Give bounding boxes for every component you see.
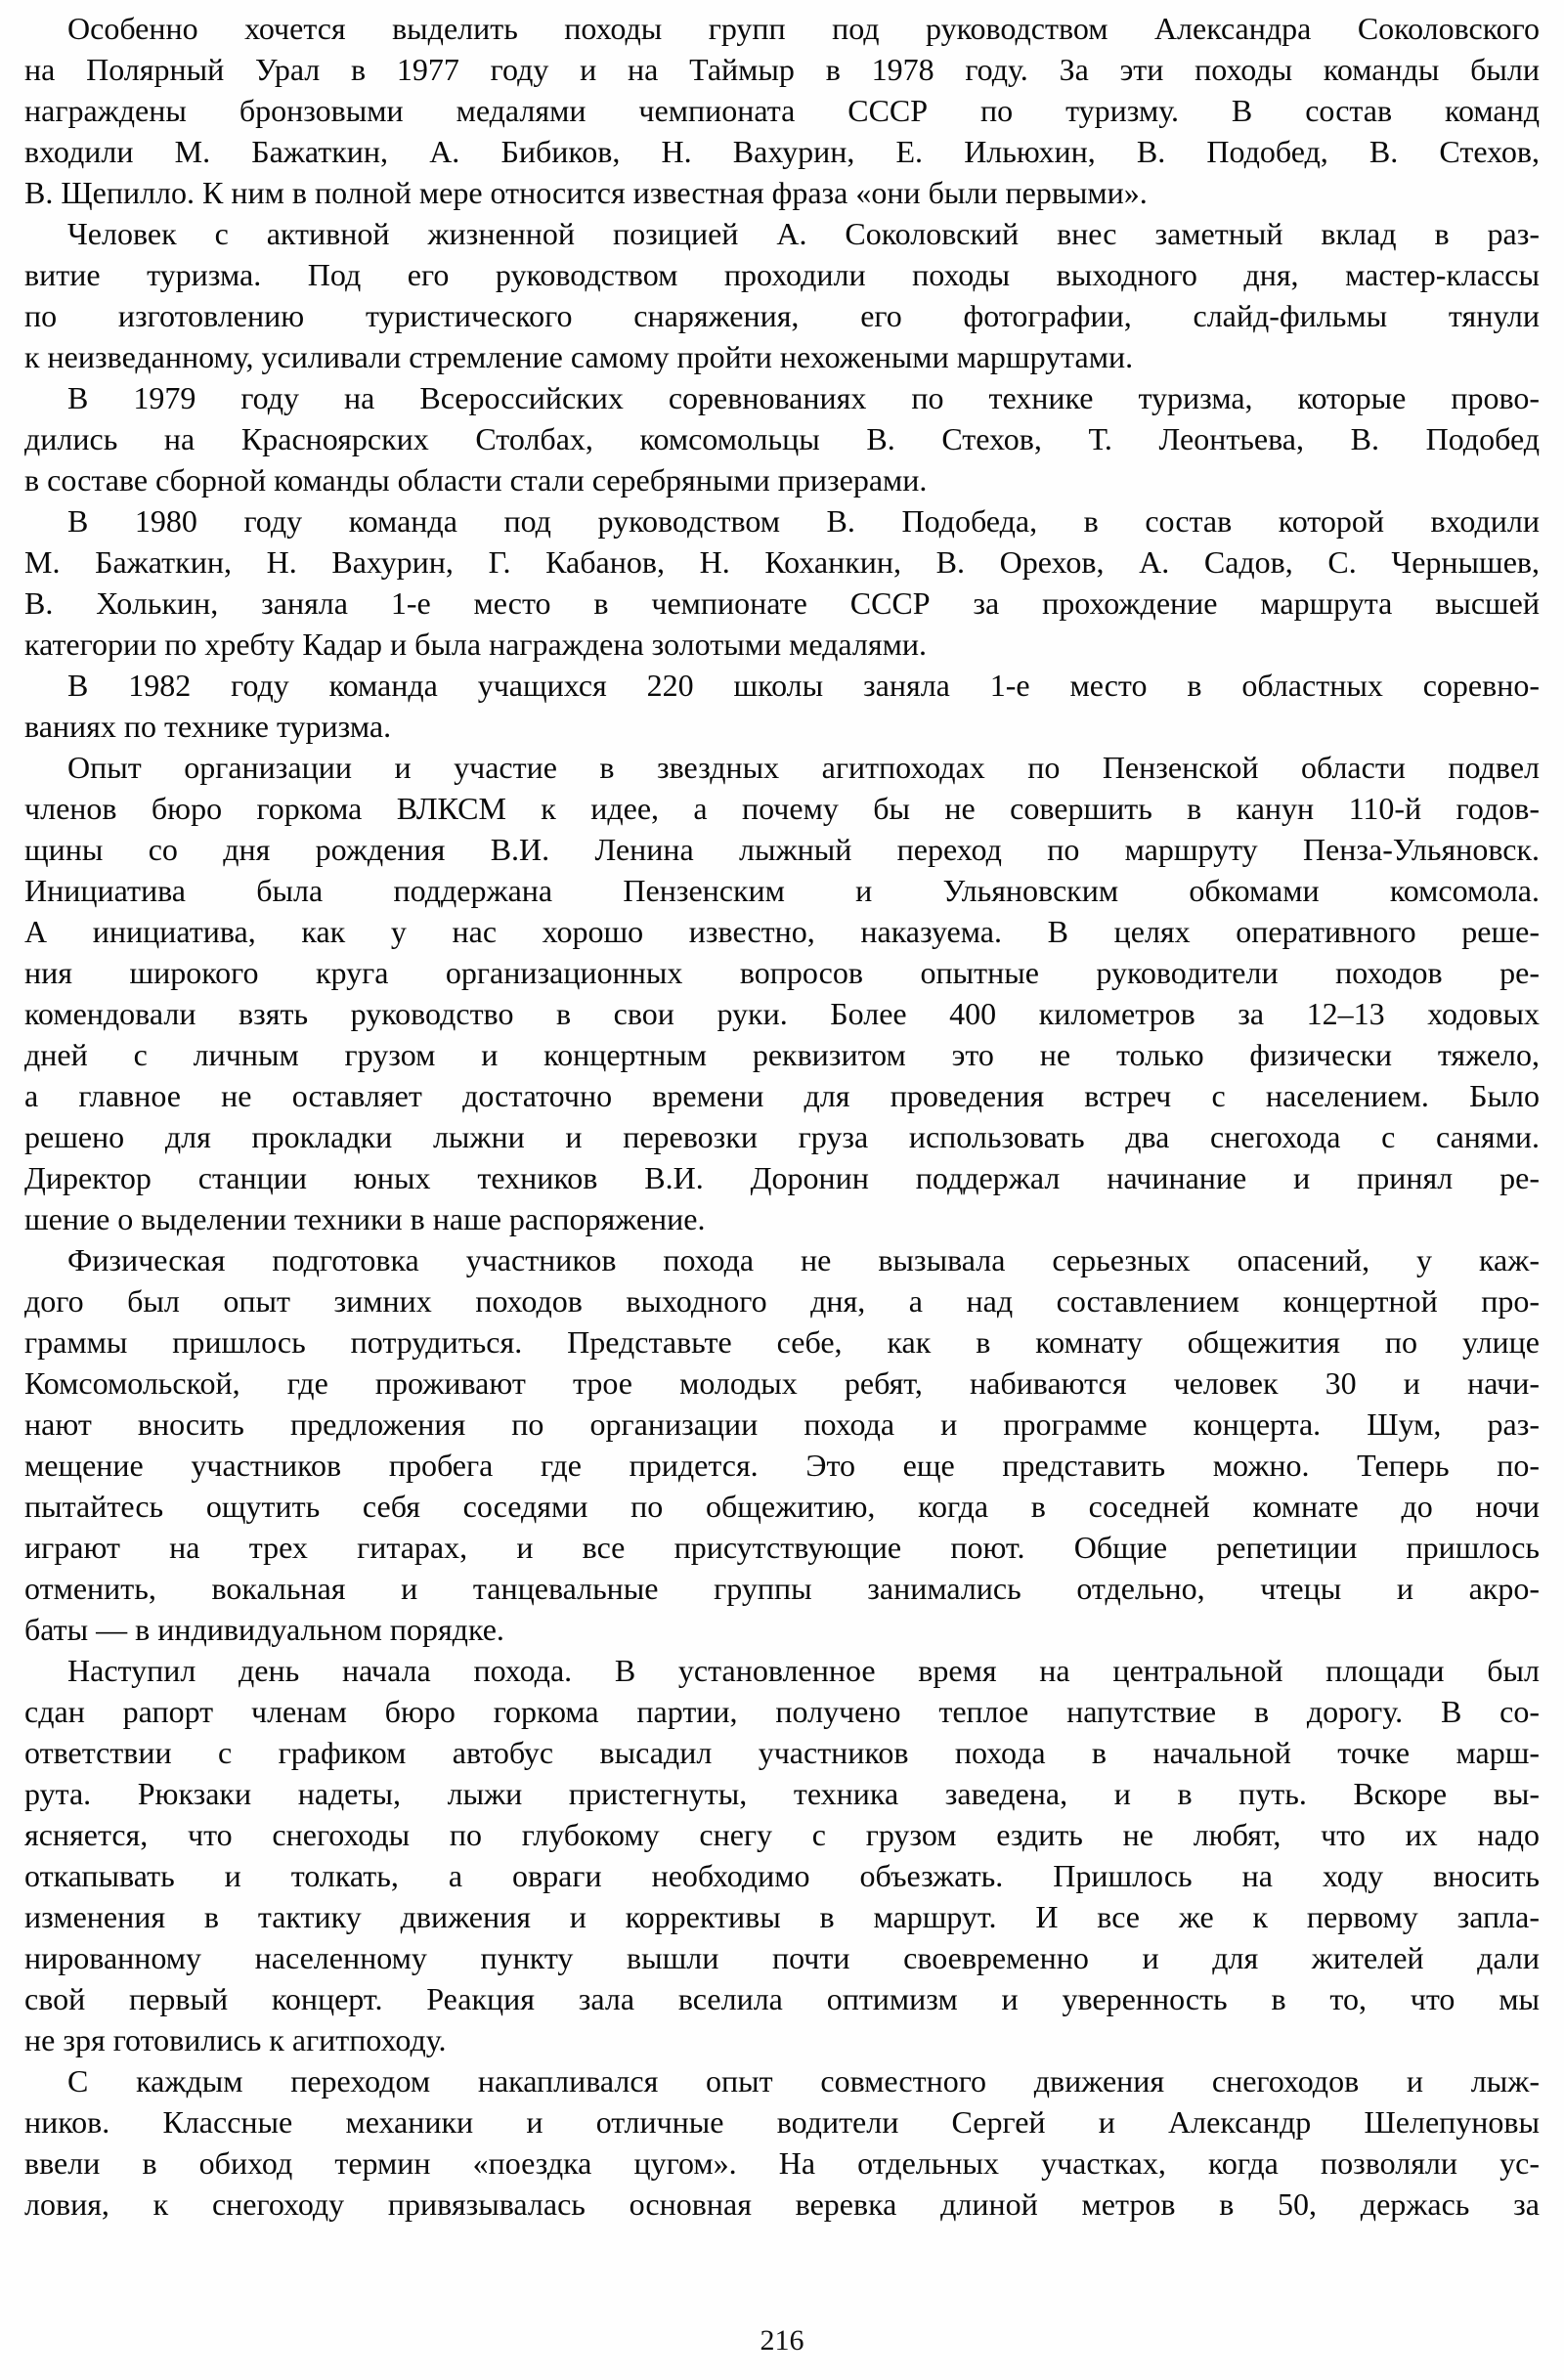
text-line: ответствии с графиком автобус высадил участников похода в начальной точке марш- bbox=[24, 1735, 1540, 1770]
text-line: награждены бронзовыми медалями чемпионата СССР по туризму. В состав команд bbox=[24, 93, 1540, 128]
text-line: изменения в тактику движения и коррективы в маршрут. И все же к первому запла- bbox=[24, 1899, 1540, 1934]
text-line: граммы пришлось потрудиться. Представьте себе, как в комнату общежития по улице bbox=[24, 1324, 1540, 1360]
text-line: В. Щепилло. К ним в полной мере относится известная фраза «они были первыми». bbox=[24, 175, 1148, 210]
text-line: баты — в индивидуальном порядке. bbox=[24, 1612, 504, 1647]
text-line: А инициатива, как у нас хорошо известно, наказуема. В целях оперативного реше- bbox=[24, 914, 1540, 949]
text-line: на Полярный Урал в 1977 году и на Таймыр в 1978 году. За эти походы команды были bbox=[24, 52, 1540, 87]
text-line: дого был опыт зимних походов выходного дня, а над составлением концертной про- bbox=[24, 1283, 1540, 1319]
text-line: сдан рапорт членам бюро горкома партии, получено теплое напутствие в дорогу. В со- bbox=[24, 1694, 1540, 1729]
text-line: комендовали взять руководство в свои руки. Более 400 километров за 12–13 ходовых bbox=[24, 996, 1540, 1031]
text-line: ввели в обиход термин «поездка цугом». На отдельных участках, когда позволяли ус- bbox=[24, 2145, 1540, 2181]
text-line: Опыт организации и участие в звездных агитпоходах по Пензенской области подвел bbox=[67, 750, 1540, 785]
page-number: 216 bbox=[760, 2324, 804, 2357]
paragraph bbox=[24, 8, 1540, 213]
text-line: к неизведанному, усиливали стремление самому пройти нехожеными маршрутами. bbox=[24, 339, 1134, 374]
text-line: членов бюро горкома ВЛКСМ к идее, а почему бы не совершить в канун 110-й годов- bbox=[24, 791, 1540, 826]
paragraph bbox=[24, 665, 1540, 747]
text-line: ясняется, что снегоходы по глубокому снегу с грузом ездить не любят, что их надо bbox=[24, 1817, 1540, 1852]
text-line: откапывать и толкать, а овраги необходимо объезжать. Пришлось на ходу вносить bbox=[24, 1858, 1540, 1893]
paragraph bbox=[24, 377, 1540, 500]
paragraph bbox=[24, 1239, 1540, 1650]
body-text bbox=[24, 8, 1540, 2225]
text-line: В. Холькин, заняла 1-е место в чемпионате СССР за прохождение маршрута высшей bbox=[24, 585, 1540, 621]
text-line: ловия, к снегоходу привязывалась основная веревка длиной метров в 50, держась за bbox=[24, 2186, 1540, 2222]
text-line: щины со дня рождения В.И. Ленина лыжный переход по маршруту Пенза-Ульяновск. bbox=[24, 832, 1540, 867]
text-line: С каждым переходом накапливался опыт совместного движения снегоходов и лыж- bbox=[67, 2063, 1540, 2099]
text-line: а главное не оставляет достаточно времени для проведения встреч с населением. Было bbox=[24, 1078, 1540, 1113]
text-line: дились на Красноярских Столбах, комсомольцы В. Стехов, Т. Леонтьева, В. Подобед bbox=[24, 421, 1540, 456]
text-line: по изготовлению туристического снаряжения, его фотографии, слайд-фильмы тянули bbox=[24, 298, 1540, 333]
text-line: Комсомольской, где проживают трое молодых ребят, набиваются человек 30 и начи- bbox=[24, 1365, 1540, 1401]
text-line: мещение участников пробега где придется. Это еще представить можно. Теперь по- bbox=[24, 1448, 1540, 1483]
text-line: Человек с активной жизненной позицией А. Соколовский внес заметный вклад в раз- bbox=[67, 216, 1540, 251]
text-line: Физическая подготовка участников похода не вызывала серьезных опасений, у каж- bbox=[67, 1242, 1540, 1277]
paragraph bbox=[24, 500, 1540, 665]
text-line: входили М. Бажаткин, А. Бибиков, Н. Вахурин, Е. Ильюхин, В. Подобед, В. Стехов, bbox=[24, 134, 1540, 169]
text-line: витие туризма. Под его руководством проходили походы выходного дня, мастер-классы bbox=[24, 257, 1540, 292]
text-line: решено для прокладки лыжни и перевозки груза использовать два снегохода с санями. bbox=[24, 1119, 1540, 1154]
paragraph bbox=[24, 213, 1540, 377]
text-line: ваниях по технике туризма. bbox=[24, 709, 392, 744]
paragraph bbox=[24, 747, 1540, 1239]
text-line: ния широкого круга организационных вопросов опытные руководители походов ре- bbox=[24, 955, 1540, 990]
text-line: В 1980 году команда под руководством В. Подобеда, в состав которой входили bbox=[67, 503, 1540, 539]
text-line: Директор станции юных техников В.И. Доронин поддержал начинание и принял ре- bbox=[24, 1160, 1540, 1195]
text-line: М. Бажаткин, Н. Вахурин, Г. Кабанов, Н. Коханкин, В. Орехов, А. Садов, С. Чернышев, bbox=[24, 544, 1540, 580]
text-line: В 1979 году на Всероссийских соревнованиях по технике туризма, которые прово- bbox=[67, 380, 1540, 415]
text-line: Особенно хочется выделить походы групп под руководством Александра Соколовского bbox=[67, 11, 1540, 46]
text-line: Наступил день начала похода. В установленное время на центральной площади был bbox=[67, 1653, 1540, 1688]
text-line: свой первый концерт. Реакция зала вселила оптимизм и уверенность в то, что мы bbox=[24, 1981, 1540, 2016]
text-line: нают вносить предложения по организации похода и программе концерта. Шум, раз- bbox=[24, 1406, 1540, 1442]
paragraph bbox=[24, 1650, 1540, 2060]
text-line: не зря готовились к агитпоходу. bbox=[24, 2022, 447, 2057]
text-line: шение о выделении техники в наше распоряжение. bbox=[24, 1201, 706, 1236]
text-line: отменить, вокальная и танцевальные группы занимались отдельно, чтецы и акро- bbox=[24, 1571, 1540, 1606]
text-line: рута. Рюкзаки надеты, лыжи пристегнуты, техника заведена, и в путь. Вскоре вы- bbox=[24, 1776, 1540, 1811]
text-line: Инициатива была поддержана Пензенским и Ульяновским обкомами комсомола. bbox=[24, 873, 1540, 908]
text-line: нированному населенному пункту вышли почти своевременно и для жителей дали bbox=[24, 1940, 1540, 1975]
text-line: дней с личным грузом и концертным реквизитом это не только физически тяжело, bbox=[24, 1037, 1540, 1072]
text-line: ников. Классные механики и отличные водители Сергей и Александр Шелепуновы bbox=[24, 2104, 1540, 2140]
paragraph bbox=[24, 2060, 1540, 2225]
text-line: играют на трех гитарах, и все присутствующие поют. Общие репетиции пришлось bbox=[24, 1530, 1540, 1565]
text-line: В 1982 году команда учащихся 220 школы заняла 1-е место в областных соревно- bbox=[67, 668, 1540, 703]
text-line: категории по хребту Кадар и была награждена золотыми медалями. bbox=[24, 627, 927, 662]
text-line: в составе сборной команды области стали серебряными призерами. bbox=[24, 462, 928, 498]
text-line: пытайтесь ощутить себя соседями по общежитию, когда в соседней комнате до ночи bbox=[24, 1489, 1540, 1524]
